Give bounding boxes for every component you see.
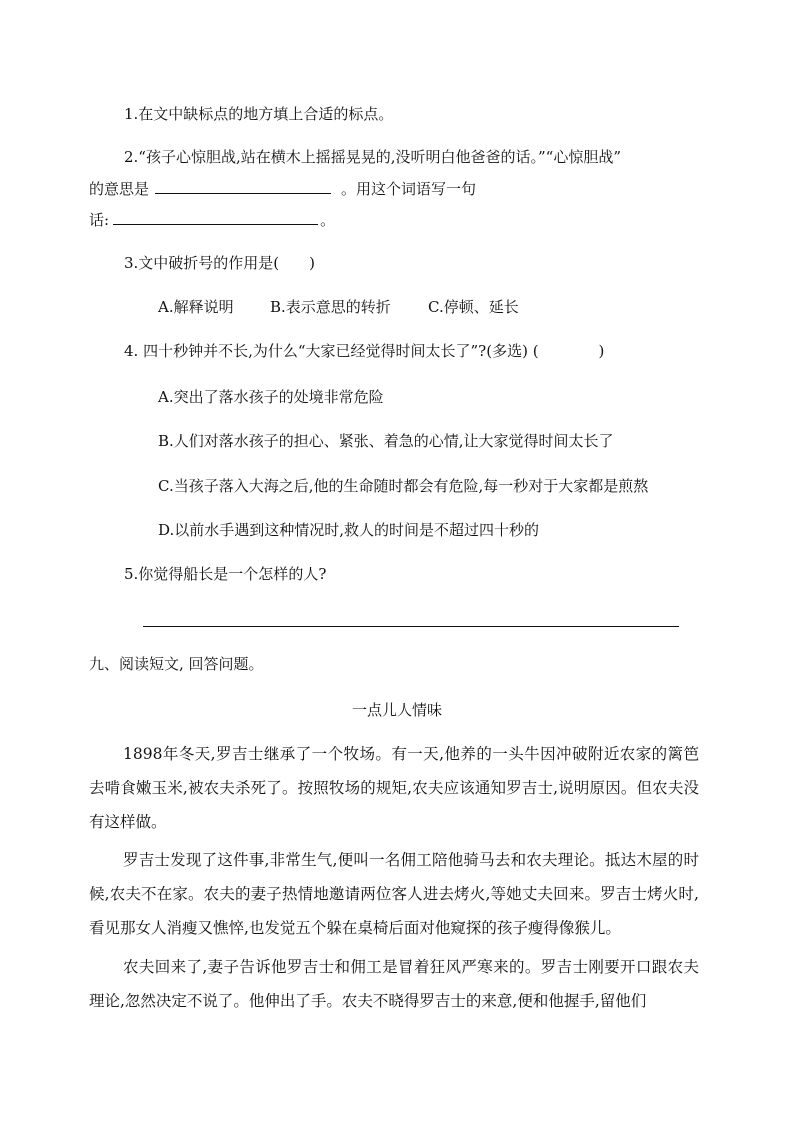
question-2-text-a: 的意思是 xyxy=(89,180,150,198)
question-4-option-a: A.突出了落水孩子的处境非常危险 xyxy=(158,388,384,406)
question-2-text-d: 。 xyxy=(320,211,336,229)
passage-title: 一点儿人情味 xyxy=(351,701,442,719)
passage-paragraph-1: 1898年冬天,罗吉士继承了一个牧场。有一天,他养的一头牛因冲破附近农家的篱笆去啃食嫩玉米,被农夫杀死了。按照牧场的规矩,农夫应该通知罗吉士,说明原因。但农夫没有这样做。 xyxy=(89,745,699,831)
question-2-line-1: 2.“孩子心惊胆战,站在横木上摇摇晃晃的,没听明白他爸爸的话。”“心惊胆战” xyxy=(124,148,622,166)
section-9-heading: 九、阅读短文, 回答问题。 xyxy=(89,655,264,673)
question-4-stem: 4. 四十秒钟并不长,为什么“大家已经觉得时间太长了”?(多选) ( ) xyxy=(124,342,605,360)
meaning-answer-blank[interactable] xyxy=(155,177,331,194)
question-1: 1.在文中缺标点的地方填上合适的标点。 xyxy=(124,105,394,123)
sentence-answer-blank[interactable] xyxy=(113,208,318,225)
passage-paragraph-3: 农夫回来了,妻子告诉他罗吉士和佣工是冒着狂风严寒来的。罗吉士刚要开口跟农夫理论,忽然决定不说了。他伸出了手。农夫不晓得罗吉士的来意,便和他握手,留他们 xyxy=(89,958,699,1010)
question-2-line-2 xyxy=(89,177,476,200)
question-3-stem: 3.文中破折号的作用是( ) xyxy=(124,254,316,272)
question-4-option-b: B.人们对落水孩子的担心、紧张、着急的心情,让大家觉得时间太长了 xyxy=(158,432,614,450)
question-5-answer-line[interactable] xyxy=(143,626,679,627)
question-2-line-3 xyxy=(89,208,335,231)
question-4-option-c: C.当孩子落入大海之后,他的生命随时都会有危险,每一秒对于大家都是煎熬 xyxy=(158,477,649,495)
question-3-option-c: C.停顿、延长 xyxy=(428,298,519,316)
question-4-option-d: D.以前水手遇到这种情况时,救人的时间是不超过四十秒的 xyxy=(158,521,540,539)
question-5: 5.你觉得船长是一个怎样的人? xyxy=(124,565,327,583)
question-2-text-b: 。用这个词语写一句 xyxy=(341,180,477,198)
question-2-text-c: 话: xyxy=(89,211,110,229)
question-3-option-a: A.解释说明 xyxy=(158,298,234,316)
passage-paragraph-2: 罗吉士发现了这件事,非常生气,便叫一名佣工陪他骑马去和农夫理论。抵达木屋的时候,农夫不在家。农夫的妻子热情地邀请两位客人进去烤火,等她丈夫回来。罗吉士烤火时,看见那女人消瘦又憔悴,也发觉五个躲在桌椅后面对他窥探的孩子瘦得像猴儿。 xyxy=(89,851,699,937)
question-3-option-b: B.表示意思的转折 xyxy=(270,298,391,316)
